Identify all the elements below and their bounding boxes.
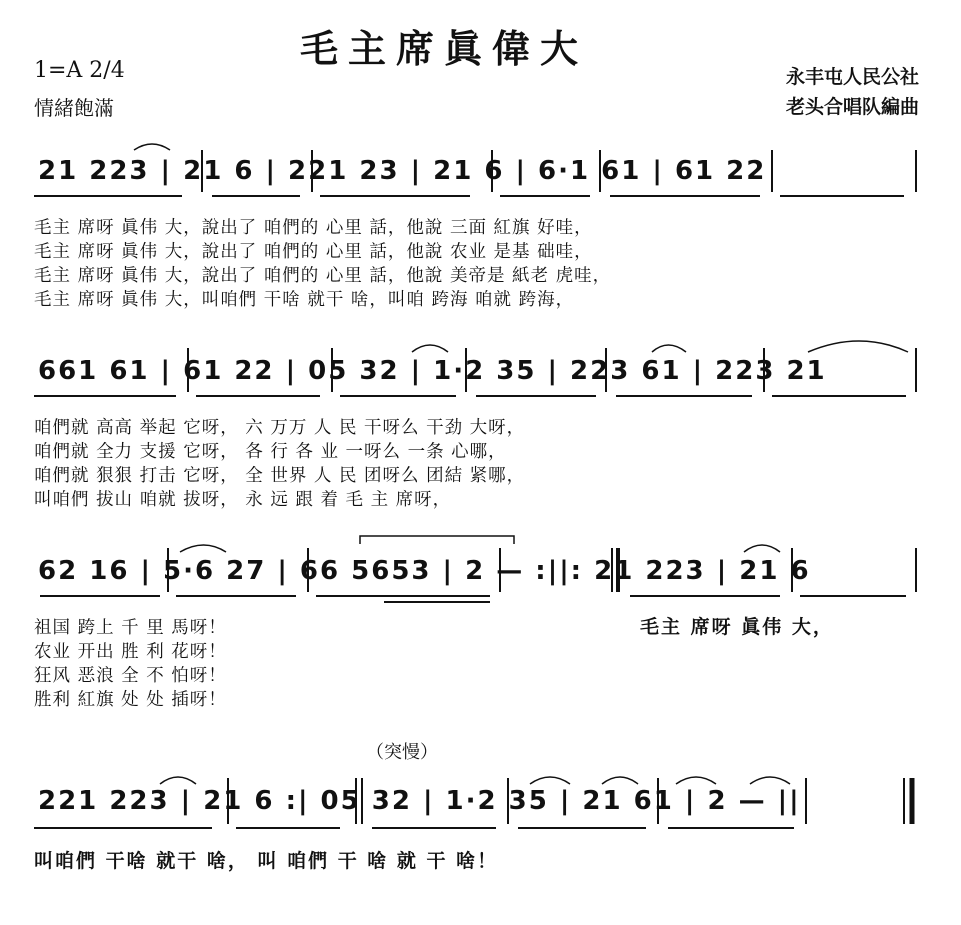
system-1-lyric-4: 毛主 席呀 眞伟 大，叫咱們 干啥 就干 啥，叫咱 跨海 咱就 跨海， [34,290,575,310]
system-3-side-lyric: 毛主 席呀 眞伟 大， [640,616,834,638]
system-2-lyric-3: 咱們就 狠狠 打击 它呀， 全 世界 人 民 团呀么 团結 紧哪， [34,466,526,486]
system-2-lyric-2: 咱們就 全力 支援 它呀， 各 行 各 业 一呀么 一条 心哪， [34,442,507,462]
system-3-lyric-4: 胜利 紅旗 处 处 插呀！ [34,690,227,710]
system-3-notes: 62 16 | 5·6 27 | 66 5653 | 2 — :||: 21 223 | 21 6 [38,556,811,586]
system-2-lyric-4: 叫咱們 拔山 咱就 拔呀， 永 远 跟 着 毛 主 席呀， [34,490,452,510]
system-4-lyric-1: 叫咱們 干啥 就干 啥， 叫 咱們 干 啥 就 干 啥！ [34,850,499,872]
key-signature: 1=A 2/4 [34,58,125,83]
mood-marking: 情緒飽滿 [34,96,114,120]
system-1-lyric-3: 毛主 席呀 眞伟 大，說出了 咱們的 心里 話，他說 美帝是 紙老 虎哇， [34,266,612,286]
system-3-lyric-2: 农业 开出 胜 利 花呀！ [34,642,227,662]
credit-arranger: 老头合唱队編曲 [785,96,919,118]
system-4-notes: 221 223 | 21 6 :| 05 32 | 1·2 35 | 21 61 | 2 — || [38,786,801,816]
system-1-notes: 21 223 | 21 6 | 221 23 | 21 6 | 6·1 61 | 61 22 [38,156,767,186]
system-3-lyric-1: 祖国 跨上 千 里 馬呀！ [34,618,227,638]
system-2-lyric-1: 咱們就 高高 举起 它呀， 六 万万 人 民 干呀么 干劲 大呀， [34,418,526,438]
system-1-lyric-2: 毛主 席呀 眞伟 大，說出了 咱們的 心里 話，他說 农业 是基 础哇， [34,242,593,262]
system-3-lyric-3: 狂风 恶浪 全 不 怕呀！ [34,666,227,686]
system-1-lyric-1: 毛主 席呀 眞伟 大，說出了 咱們的 心里 話，他說 三面 紅旗 好哇， [34,218,593,238]
song-title: 毛主席眞偉大 [300,26,589,71]
tempo-marking: （突慢） [366,742,438,763]
credit-commune: 永丰屯人民公社 [785,66,919,88]
system-2-notes: 661 61 | 61 22 | 05 32 | 1·2 35 | 223 61 | 223 21 [38,356,827,386]
